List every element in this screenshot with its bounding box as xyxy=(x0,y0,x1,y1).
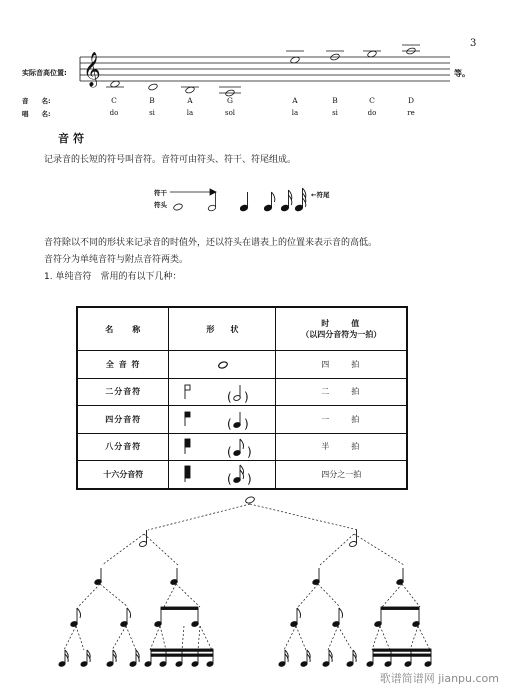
row-name: 四分音符 xyxy=(77,406,169,434)
sing-name: si xyxy=(332,109,338,117)
row-name: 全 音 符 xyxy=(77,351,169,379)
sing-name: do xyxy=(109,109,119,117)
staff-label: 实际音高位置: xyxy=(22,69,67,77)
note-name: B xyxy=(332,96,338,105)
sing-name: si xyxy=(149,109,155,117)
page-number: 3 xyxy=(470,38,477,49)
paragraph-1: 音符除以不同的形状来记录音的时值外，还以符头在谱表上的位置来表示音的高低。 xyxy=(44,238,378,248)
header-duration-line1: 时 值 xyxy=(321,319,362,328)
sing-name: la xyxy=(291,109,299,117)
svg-text:(: ( xyxy=(227,444,233,459)
svg-text:(: ( xyxy=(227,417,233,431)
note-name: A xyxy=(187,96,193,105)
svg-text:): ) xyxy=(244,389,250,404)
flag-label: ←符尾 xyxy=(311,191,330,199)
header-shape: 形 状 xyxy=(169,307,276,351)
row-name: 十六分音符 xyxy=(77,461,169,489)
row-value: 半 拍 xyxy=(276,433,407,461)
note-name: A xyxy=(292,96,298,105)
note-name: D xyxy=(407,96,415,105)
half-note-icon xyxy=(139,541,147,548)
row-value: 四分之一拍 xyxy=(276,461,407,489)
half-note-icon xyxy=(349,541,357,548)
watermark: 歌谱简谱网 jianpu.com xyxy=(379,672,499,685)
treble-clef-icon: 𝄞 xyxy=(83,52,101,87)
sing-name: do xyxy=(367,109,377,117)
section-heading: 音符 xyxy=(58,132,88,145)
head-label: 符头 xyxy=(154,201,167,209)
row-name: 八分音符 xyxy=(77,433,169,461)
svg-text:(: ( xyxy=(227,389,233,404)
intro-paragraph: 记录音的长短的符号叫音符。音符可由符头、符干、符尾组成。 xyxy=(44,155,297,165)
staff-suffix: 等。 xyxy=(454,69,470,78)
sixteenth-notes xyxy=(58,649,432,667)
row-value: 一 拍 xyxy=(276,406,407,434)
note-name-label: 音 名: xyxy=(22,97,51,105)
tree-connectors xyxy=(64,504,430,650)
sing-name: la xyxy=(186,109,194,117)
sing-name: sol xyxy=(224,109,236,117)
row-value: 二 拍 xyxy=(276,378,407,406)
header-name: 名 称 xyxy=(77,307,169,351)
row-name: 二分音符 xyxy=(77,378,169,406)
paragraph-3: 1. 单纯音符 常用的有以下几种： xyxy=(44,272,182,282)
header-duration-line2: （以四分音符为一拍） xyxy=(301,330,382,339)
note-name: C xyxy=(111,96,117,105)
svg-text:(: ( xyxy=(227,472,233,486)
quarter-notes xyxy=(94,568,404,585)
note-name: B xyxy=(149,96,155,105)
svg-text:): ) xyxy=(247,444,253,459)
row-value: 四 拍 xyxy=(276,351,407,379)
whole-note-icon xyxy=(245,496,255,504)
sing-name: re xyxy=(407,109,415,117)
svg-text:): ) xyxy=(247,472,253,486)
stem-label: 符干 xyxy=(154,189,167,197)
note-name: G xyxy=(227,96,233,105)
svg-text:): ) xyxy=(244,417,250,431)
eighth-notes xyxy=(70,607,420,627)
paragraph-2: 音符分为单纯音符与附点音符两类。 xyxy=(44,255,189,265)
sing-name-label: 唱 名: xyxy=(22,110,51,118)
note-name: C xyxy=(369,96,375,105)
